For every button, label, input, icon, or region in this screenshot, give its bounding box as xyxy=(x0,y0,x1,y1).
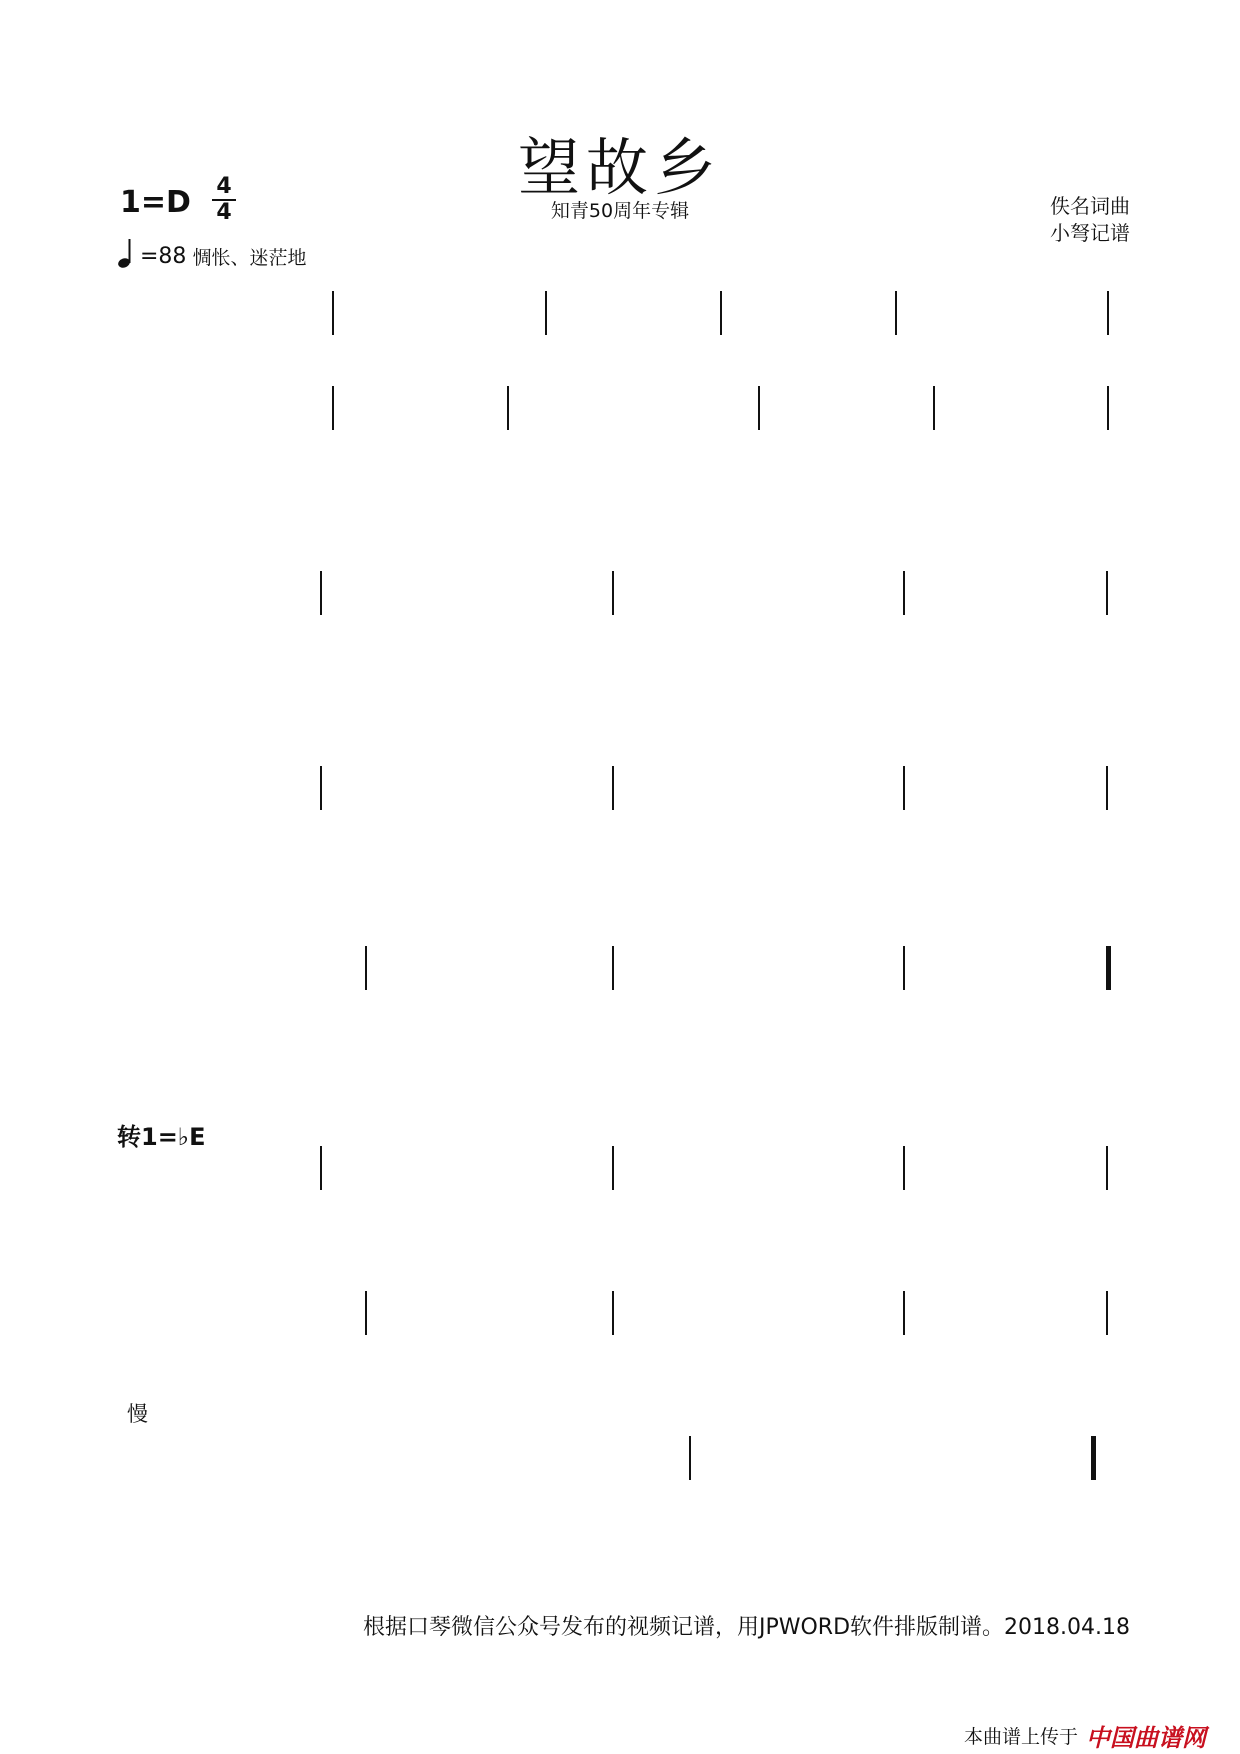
barline xyxy=(332,291,334,335)
barline xyxy=(1106,946,1111,990)
modulation-mark: 转1=♭E xyxy=(117,1123,206,1151)
barline xyxy=(612,1146,614,1190)
quarter-note-icon xyxy=(118,238,134,274)
song-subtitle: 知青50周年专辑 xyxy=(550,200,690,222)
barline xyxy=(545,291,547,335)
barline xyxy=(720,291,722,335)
barline xyxy=(903,766,905,810)
footnote: 根据口琴微信公众号发布的视频记谱，用JPWORD软件排版制谱。2018.04.18 xyxy=(362,1615,1130,1640)
barline xyxy=(1106,1291,1108,1335)
barline xyxy=(895,291,897,335)
barline xyxy=(320,766,322,810)
barline xyxy=(612,766,614,810)
tempo-value: =88 xyxy=(140,243,187,269)
site-logo: 中国曲谱网 xyxy=(1086,1724,1206,1752)
barline xyxy=(507,386,509,430)
barline xyxy=(365,1291,367,1335)
barline xyxy=(1106,766,1108,810)
tempo-mood: 惆怅、迷茫地 xyxy=(192,246,307,269)
barline xyxy=(1107,291,1109,335)
barline xyxy=(1091,1436,1096,1480)
barline xyxy=(1106,571,1108,615)
barline xyxy=(1107,386,1109,430)
barline xyxy=(903,946,905,990)
upload-text: 本曲谱上传于 xyxy=(963,1726,1078,1748)
credits xyxy=(1050,193,1130,247)
key-signature: 1=D xyxy=(120,185,191,220)
barline xyxy=(612,1291,614,1335)
tempo-marking xyxy=(118,238,306,274)
barline xyxy=(612,946,614,990)
slow-mark: 慢 xyxy=(127,1402,148,1426)
barline xyxy=(903,1146,905,1190)
composer-credit: 佚名词曲 xyxy=(1050,194,1130,218)
barline xyxy=(758,386,760,430)
barline xyxy=(689,1436,691,1480)
barline xyxy=(933,386,935,430)
barline xyxy=(903,571,905,615)
song-title: 望故乡 xyxy=(517,131,722,204)
barline xyxy=(365,946,367,990)
barline xyxy=(320,571,322,615)
time-signature-bottom: 4 xyxy=(216,200,232,225)
barline xyxy=(612,571,614,615)
upload-credit xyxy=(964,1718,1206,1753)
time-signature xyxy=(212,176,236,224)
transcriber-credit: 小弩记谱 xyxy=(1050,221,1130,245)
barline xyxy=(903,1291,905,1335)
time-signature-top: 4 xyxy=(216,174,232,199)
barline xyxy=(332,386,334,430)
barline xyxy=(320,1146,322,1190)
barline xyxy=(1106,1146,1108,1190)
